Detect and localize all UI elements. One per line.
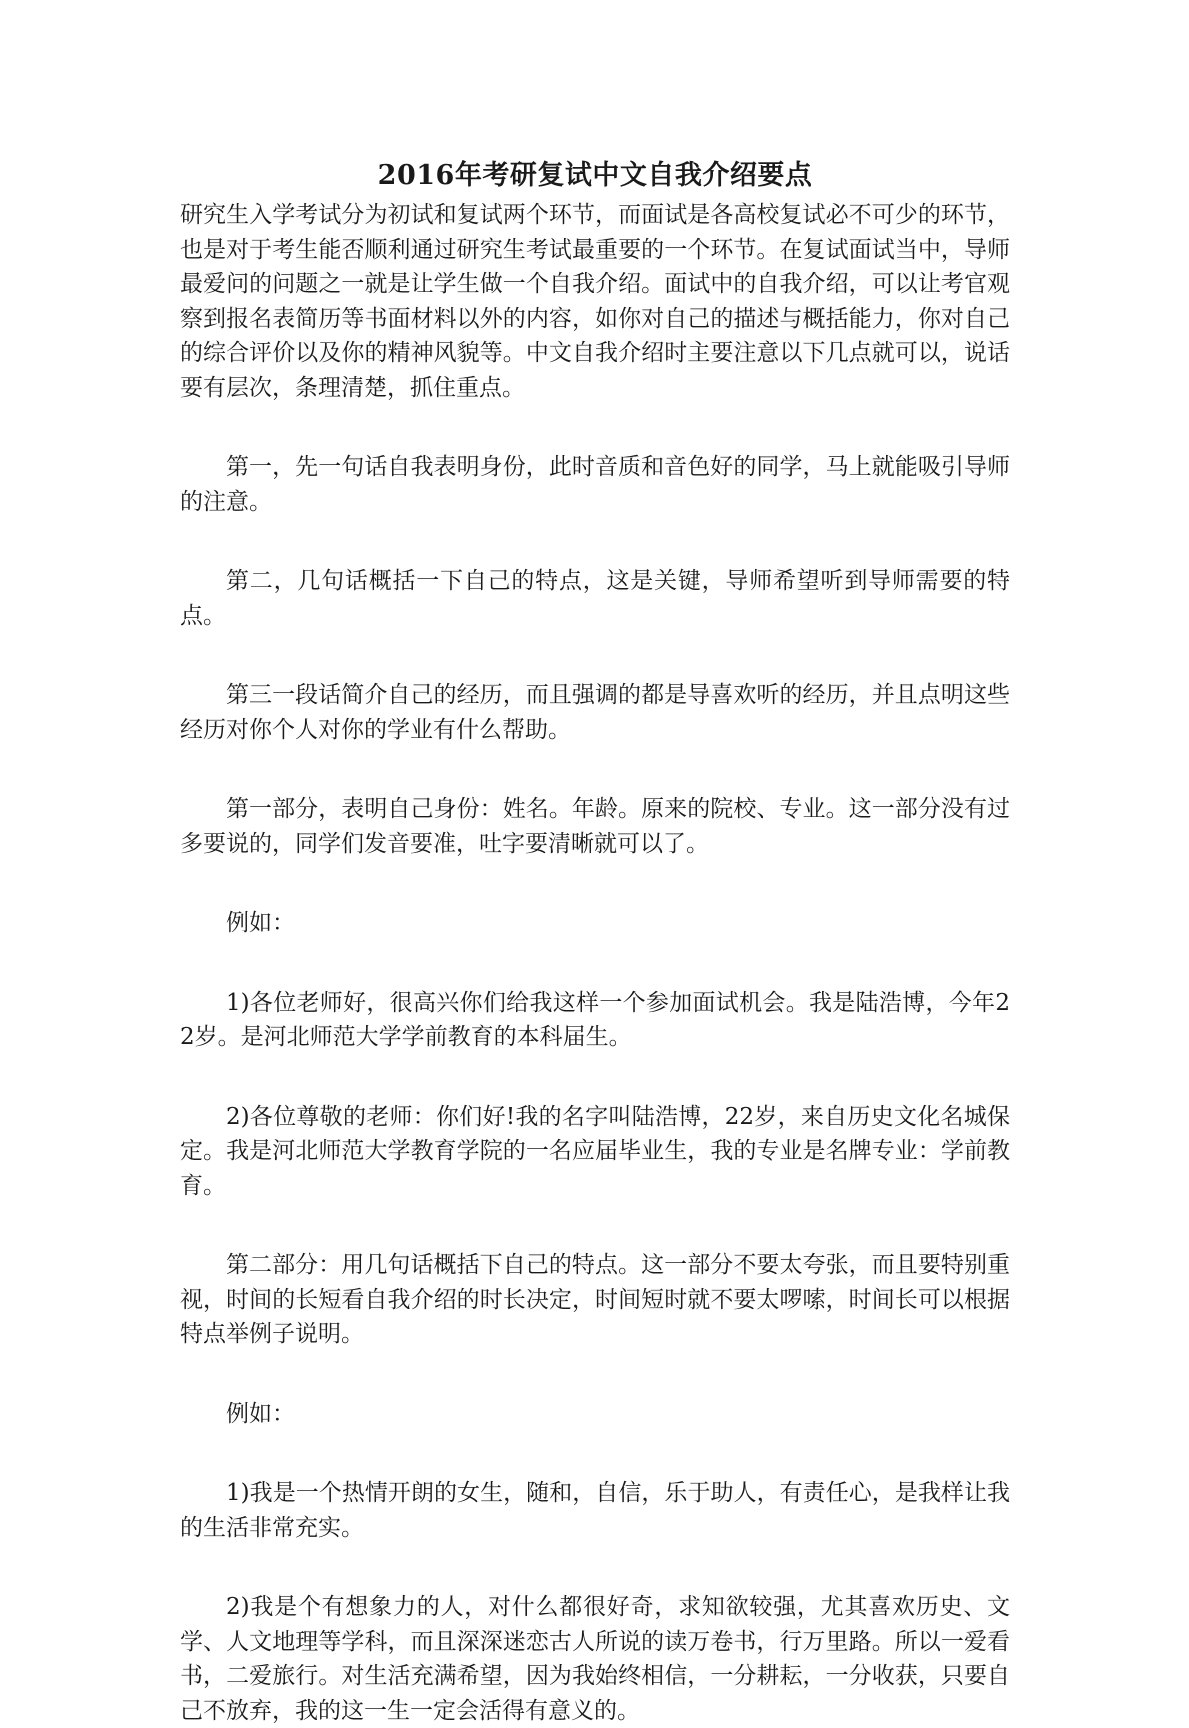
point-two-paragraph: 第二，几句话概括一下自己的特点，这是关键，导师希望听到导师需要的特点。 bbox=[180, 568, 1010, 629]
part-one-paragraph: 第一部分，表明自己身份：姓名。年龄。原来的院校、专业。这一部分没有过多要说的，同学们发音要准，吐字要清晰就可以了。 bbox=[180, 796, 1010, 857]
example-item: 1)各位老师好，很高兴你们给我这样一个参加面试机会。我是陆浩博，今年22岁。是河北师范大学学前教育的本科届生。 bbox=[180, 989, 1010, 1050]
example-item: 2)我是个有想象力的人，对什么都很好奇，求知欲较强，尤其喜欢历史、文学、人文地理等学科，而且深深迷恋古人所说的读万卷书，行万里路。所以一爱看书，二爱旅行。对生活充满希望，因为我始终相信，一分耕耘，一分收获，只要自己不放弃，我的这一生一定会活得有意义的。 bbox=[180, 1594, 1010, 1724]
document-title: 2016年考研复试中文自我介绍要点 bbox=[377, 160, 813, 191]
intro-paragraph: 研究生入学考试分为初试和复试两个环节，而面试是各高校复试必不可少的环节，也是对于考生能否顺利通过研究生考试最重要的一个环节。在复试面试当中，导师最爱问的问题之一就是让学生做一个自我介绍。面试中的自我介绍，可以让考官观察到报名表简历等书面材料以外的内容，如你对自己的描述与概括能力，你对自己的综合评价以及你的精神风貌等。中文自我介绍时主要注意以下几点就可以，说话要有层次，条理清楚，抓住重点。 bbox=[180, 202, 1010, 401]
example-item: 1)我是一个热情开朗的女生，随和，自信，乐于助人，有责任心，是我样让我的生活非常充实。 bbox=[180, 1480, 1010, 1541]
part-two-paragraph: 第二部分：用几句话概括下自己的特点。这一部分不要太夸张，而且要特别重视，时间的长短看自我介绍的时长决定，时间短时就不要太啰嗦，时间长可以根据特点举例子说明。 bbox=[180, 1252, 1010, 1347]
example-label: 例如： bbox=[226, 1400, 295, 1427]
example-label: 例如： bbox=[226, 910, 295, 936]
point-one-paragraph: 第一，先一句话自我表明身份，此时音质和音色好的同学，马上就能吸引导师的注意。 bbox=[180, 454, 1010, 515]
document-page bbox=[180, 156, 1010, 1728]
example-item: 2)各位尊敬的老师：你们好!我的名字叫陆浩博，22岁，来自历史文化名城保定。我是河北师范大学教育学院的一名应届毕业生，我的专业是名牌专业：学前教育。 bbox=[180, 1103, 1010, 1199]
point-three-paragraph: 第三一段话简介自己的经历，而且强调的都是导喜欢听的经历，并且点明这些经历对你个人对你的学业有什么帮助。 bbox=[180, 682, 1010, 743]
